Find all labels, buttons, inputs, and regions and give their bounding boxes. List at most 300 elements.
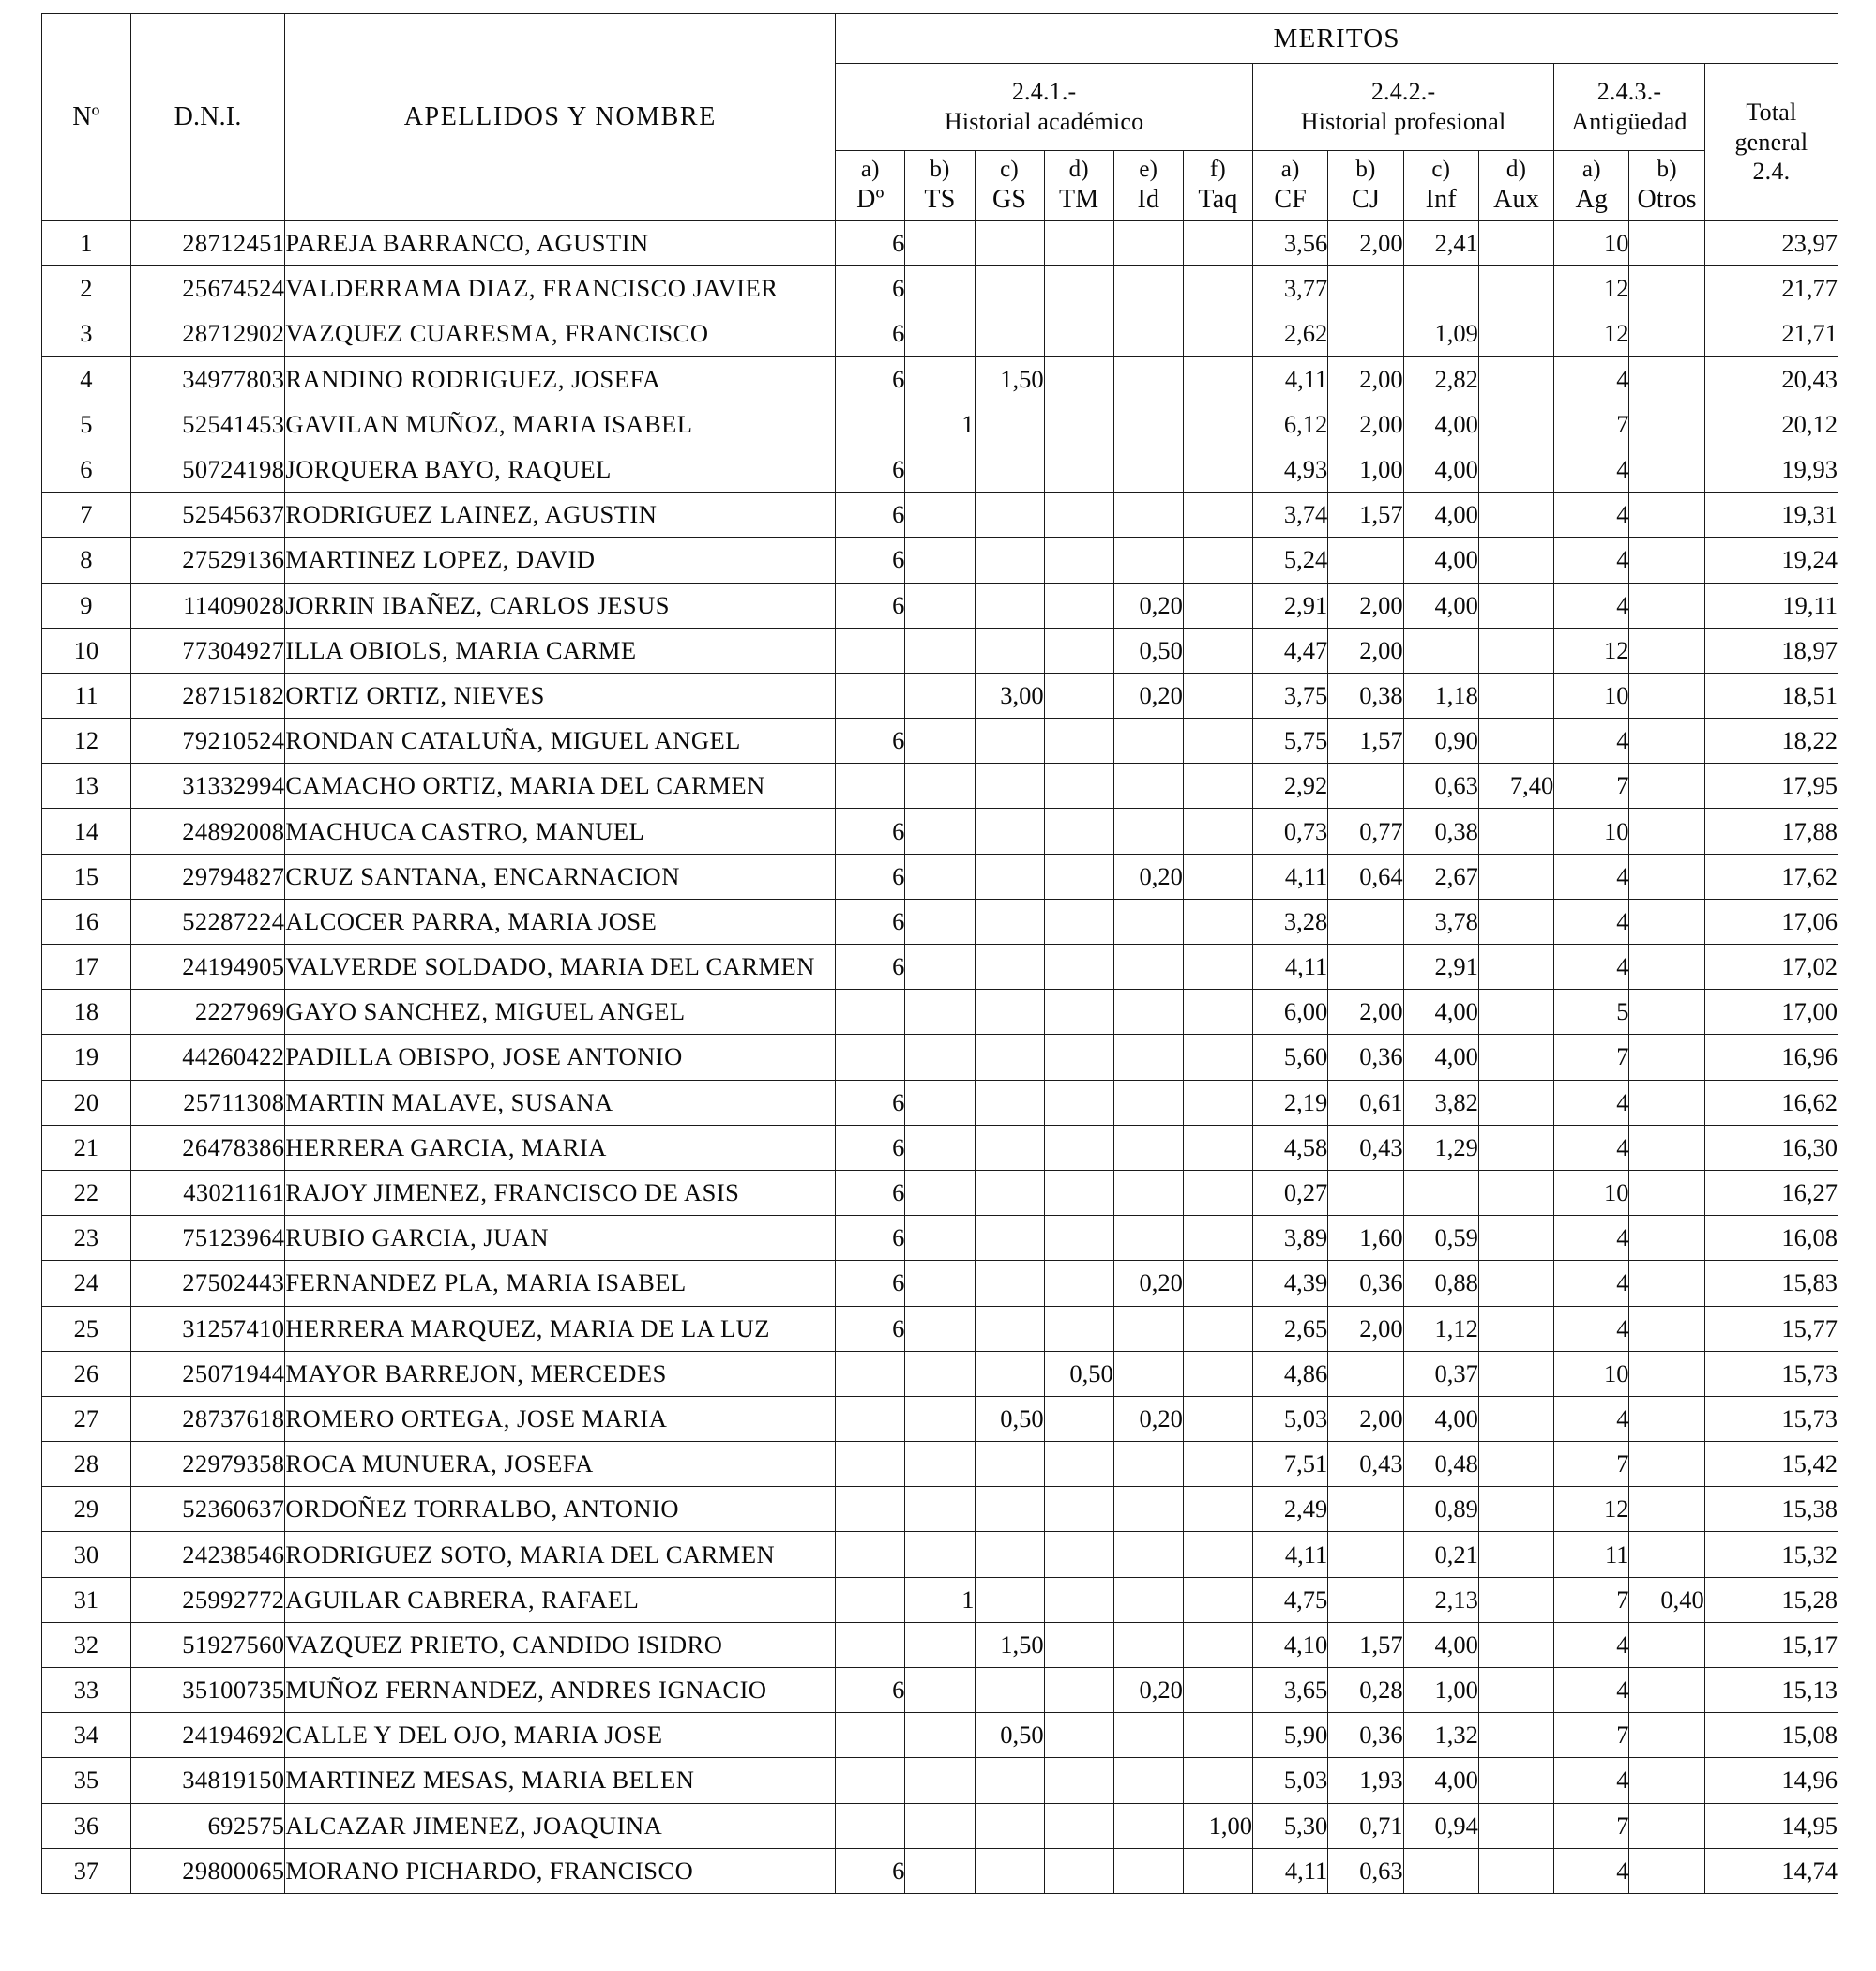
cell-gs	[975, 1125, 1044, 1170]
cell-total: 15,38	[1704, 1487, 1838, 1532]
cell-cj	[1328, 1487, 1403, 1532]
header-subcol-inf	[1403, 151, 1478, 221]
cell-inf	[1403, 628, 1478, 673]
cell-no: 19	[42, 1035, 131, 1080]
cell-otros	[1629, 1532, 1704, 1577]
cell-id	[1113, 311, 1183, 356]
cell-do: 6	[836, 1848, 905, 1893]
header-subcol-ts	[905, 151, 975, 221]
cell-total: 18,97	[1704, 628, 1838, 673]
cell-aux	[1478, 990, 1553, 1035]
cell-name: ALCOCER PARRA, MARIA JOSE	[285, 899, 836, 944]
cell-taq	[1183, 1306, 1252, 1351]
cell-cj	[1328, 538, 1403, 583]
cell-id	[1113, 493, 1183, 538]
cell-name: ROCA MUNUERA, JOSEFA	[285, 1442, 836, 1487]
cell-dni: 52360637	[130, 1487, 285, 1532]
subcol-letter: f)	[1209, 157, 1226, 183]
cell-do	[836, 402, 905, 447]
cell-cj: 2,00	[1328, 583, 1403, 628]
cell-name: MARTINEZ LOPEZ, DAVID	[285, 538, 836, 583]
subcol-letter: b)	[1355, 157, 1376, 183]
cell-otros	[1629, 673, 1704, 718]
cell-id	[1113, 1758, 1183, 1803]
cell-ts	[905, 990, 975, 1035]
subcol-letter: c)	[1431, 157, 1451, 183]
cell-tm	[1044, 1758, 1113, 1803]
table-row	[42, 854, 1838, 899]
cell-aux: 7,40	[1478, 764, 1553, 809]
cell-inf: 2,41	[1403, 221, 1478, 266]
cell-gs	[975, 990, 1044, 1035]
cell-name: RODRIGUEZ LAINEZ, AGUSTIN	[285, 493, 836, 538]
cell-id: 0,20	[1113, 583, 1183, 628]
cell-aux	[1478, 809, 1553, 854]
cell-tm	[1044, 1577, 1113, 1622]
cell-tm	[1044, 1396, 1113, 1441]
cell-id	[1113, 990, 1183, 1035]
cell-otros	[1629, 538, 1704, 583]
cell-aux	[1478, 1758, 1553, 1803]
cell-do	[836, 1035, 905, 1080]
cell-tm	[1044, 628, 1113, 673]
cell-dni: 2227969	[130, 990, 285, 1035]
cell-cf: 5,24	[1253, 538, 1328, 583]
cell-id	[1113, 899, 1183, 944]
cell-gs: 3,00	[975, 673, 1044, 718]
cell-taq	[1183, 1487, 1252, 1532]
cell-no: 2	[42, 266, 131, 311]
cell-total: 15,77	[1704, 1306, 1838, 1351]
cell-otros	[1629, 311, 1704, 356]
cell-otros	[1629, 1803, 1704, 1848]
cell-inf: 2,13	[1403, 1577, 1478, 1622]
cell-aux	[1478, 538, 1553, 583]
header-subcol-taq	[1183, 151, 1252, 221]
cell-taq	[1183, 1577, 1252, 1622]
cell-do: 6	[836, 899, 905, 944]
cell-taq	[1183, 809, 1252, 854]
cell-otros	[1629, 356, 1704, 402]
cell-ts	[905, 1803, 975, 1848]
header-group-historial-profesional	[1253, 64, 1554, 151]
cell-dni: 28712451	[130, 221, 285, 266]
cell-gs	[975, 899, 1044, 944]
cell-name: VAZQUEZ CUARESMA, FRANCISCO	[285, 311, 836, 356]
cell-no: 33	[42, 1668, 131, 1713]
cell-cj: 0,36	[1328, 1261, 1403, 1306]
cell-ts	[905, 673, 975, 718]
cell-do	[836, 1622, 905, 1667]
cell-name: ROMERO ORTEGA, JOSE MARIA	[285, 1396, 836, 1441]
subcol-abbr: TM	[1058, 184, 1099, 214]
cell-ag: 4	[1554, 356, 1629, 402]
cell-id	[1113, 945, 1183, 990]
cell-cf: 2,19	[1253, 1080, 1328, 1125]
subcol-abbr: CF	[1274, 184, 1307, 214]
group-code-243: 2.4.3.-	[1596, 78, 1662, 106]
header-group-historial-academico	[836, 64, 1253, 151]
cell-tm	[1044, 1261, 1113, 1306]
subcol-letter: a)	[860, 157, 880, 183]
cell-ts	[905, 1532, 975, 1577]
cell-otros	[1629, 1396, 1704, 1441]
cell-cf: 6,00	[1253, 990, 1328, 1035]
cell-gs: 1,50	[975, 356, 1044, 402]
cell-cf: 7,51	[1253, 1442, 1328, 1487]
cell-ag: 4	[1554, 1216, 1629, 1261]
cell-id	[1113, 1713, 1183, 1758]
cell-dni: 27529136	[130, 538, 285, 583]
cell-ag: 5	[1554, 990, 1629, 1035]
cell-dni: 26478386	[130, 1125, 285, 1170]
cell-do	[836, 1577, 905, 1622]
cell-aux	[1478, 719, 1553, 764]
group-label-antiguedad: Antigüedad	[1571, 108, 1687, 135]
cell-cf: 4,11	[1253, 945, 1328, 990]
cell-id	[1113, 1487, 1183, 1532]
cell-otros	[1629, 628, 1704, 673]
cell-id: 0,20	[1113, 673, 1183, 718]
table-row	[42, 1080, 1838, 1125]
cell-tm	[1044, 493, 1113, 538]
cell-ts	[905, 221, 975, 266]
cell-aux	[1478, 1622, 1553, 1667]
cell-gs	[975, 1532, 1044, 1577]
cell-name: PAREJA BARRANCO, AGUSTIN	[285, 221, 836, 266]
cell-do: 6	[836, 1261, 905, 1306]
table-row	[42, 538, 1838, 583]
cell-cf: 3,28	[1253, 899, 1328, 944]
subcol-letter: e)	[1139, 157, 1158, 183]
cell-no: 16	[42, 899, 131, 944]
cell-ag: 4	[1554, 447, 1629, 492]
cell-cj: 1,57	[1328, 493, 1403, 538]
cell-inf: 1,18	[1403, 673, 1478, 718]
cell-name: RANDINO RODRIGUEZ, JOSEFA	[285, 356, 836, 402]
subcol-letter: b)	[930, 157, 950, 183]
cell-inf: 0,94	[1403, 1803, 1478, 1848]
cell-do: 6	[836, 356, 905, 402]
cell-cf: 3,74	[1253, 493, 1328, 538]
cell-inf: 4,00	[1403, 447, 1478, 492]
cell-inf: 0,38	[1403, 809, 1478, 854]
cell-ag: 7	[1554, 1442, 1629, 1487]
cell-id	[1113, 1577, 1183, 1622]
cell-total: 15,17	[1704, 1622, 1838, 1667]
cell-inf: 4,00	[1403, 583, 1478, 628]
table-row	[42, 1306, 1838, 1351]
table-header	[42, 14, 1838, 221]
cell-cf: 5,60	[1253, 1035, 1328, 1080]
cell-id	[1113, 1351, 1183, 1396]
cell-taq	[1183, 538, 1252, 583]
cell-cf: 4,11	[1253, 854, 1328, 899]
cell-no: 34	[42, 1713, 131, 1758]
cell-tm	[1044, 1170, 1113, 1215]
cell-id	[1113, 1216, 1183, 1261]
subcol-abbr: TS	[924, 184, 956, 214]
cell-dni: 52287224	[130, 899, 285, 944]
cell-name: HERRERA MARQUEZ, MARIA DE LA LUZ	[285, 1306, 836, 1351]
subcol-letter: d)	[1505, 157, 1527, 183]
cell-taq	[1183, 1622, 1252, 1667]
cell-cj: 1,00	[1328, 447, 1403, 492]
cell-cj	[1328, 1577, 1403, 1622]
cell-dni: 43021161	[130, 1170, 285, 1215]
cell-total: 15,28	[1704, 1577, 1838, 1622]
cell-id	[1113, 719, 1183, 764]
cell-dni: 22979358	[130, 1442, 285, 1487]
cell-taq	[1183, 583, 1252, 628]
cell-id	[1113, 356, 1183, 402]
cell-total: 16,27	[1704, 1170, 1838, 1215]
cell-id: 0,20	[1113, 854, 1183, 899]
cell-total: 15,42	[1704, 1442, 1838, 1487]
cell-id	[1113, 1803, 1183, 1848]
cell-cf: 0,73	[1253, 809, 1328, 854]
cell-total: 16,62	[1704, 1080, 1838, 1125]
cell-taq	[1183, 1261, 1252, 1306]
group-code-241: 2.4.1.-	[1011, 78, 1077, 106]
cell-dni: 24238546	[130, 1532, 285, 1577]
cell-taq	[1183, 1713, 1252, 1758]
cell-no: 6	[42, 447, 131, 492]
cell-ag: 7	[1554, 1803, 1629, 1848]
cell-name: ALCAZAR JIMENEZ, JOAQUINA	[285, 1803, 836, 1848]
cell-ts	[905, 1487, 975, 1532]
cell-name: AGUILAR CABRERA, RAFAEL	[285, 1577, 836, 1622]
cell-total: 15,13	[1704, 1668, 1838, 1713]
total-line-1: Total	[1746, 98, 1797, 126]
cell-gs	[975, 719, 1044, 764]
cell-otros	[1629, 1170, 1704, 1215]
cell-tm	[1044, 1487, 1113, 1532]
cell-tm	[1044, 1713, 1113, 1758]
cell-name: RUBIO GARCIA, JUAN	[285, 1216, 836, 1261]
cell-do: 6	[836, 1170, 905, 1215]
table-row	[42, 1532, 1838, 1577]
cell-ag: 4	[1554, 945, 1629, 990]
cell-cj: 0,61	[1328, 1080, 1403, 1125]
cell-cf: 4,86	[1253, 1351, 1328, 1396]
cell-ts	[905, 1848, 975, 1893]
cell-aux	[1478, 1216, 1553, 1261]
cell-dni: 77304927	[130, 628, 285, 673]
cell-name: VAZQUEZ PRIETO, CANDIDO ISIDRO	[285, 1622, 836, 1667]
cell-gs	[975, 1577, 1044, 1622]
header-group-antiguedad	[1554, 64, 1705, 151]
cell-otros	[1629, 1261, 1704, 1306]
cell-cj: 1,57	[1328, 1622, 1403, 1667]
cell-do	[836, 1487, 905, 1532]
cell-cj	[1328, 945, 1403, 990]
cell-gs	[975, 1261, 1044, 1306]
cell-gs: 0,50	[975, 1713, 1044, 1758]
cell-total: 16,08	[1704, 1216, 1838, 1261]
cell-otros	[1629, 1351, 1704, 1396]
subcol-abbr: Taq	[1198, 184, 1238, 214]
table-row	[42, 1261, 1838, 1306]
cell-ag: 4	[1554, 1622, 1629, 1667]
cell-cj: 0,63	[1328, 1848, 1403, 1893]
cell-ts	[905, 1713, 975, 1758]
cell-taq	[1183, 221, 1252, 266]
subcol-abbr: Id	[1137, 184, 1160, 214]
cell-dni: 52545637	[130, 493, 285, 538]
cell-do: 6	[836, 583, 905, 628]
cell-name: MARTINEZ MESAS, MARIA BELEN	[285, 1758, 836, 1803]
cell-ag: 4	[1554, 1668, 1629, 1713]
cell-dni: 34977803	[130, 356, 285, 402]
cell-cf: 4,10	[1253, 1622, 1328, 1667]
cell-no: 18	[42, 990, 131, 1035]
subcol-abbr: Ag	[1575, 184, 1609, 214]
cell-taq	[1183, 1668, 1252, 1713]
cell-cj: 2,00	[1328, 1306, 1403, 1351]
cell-cf: 5,75	[1253, 719, 1328, 764]
cell-taq	[1183, 673, 1252, 718]
cell-id	[1113, 1306, 1183, 1351]
cell-do	[836, 990, 905, 1035]
cell-aux	[1478, 1668, 1553, 1713]
cell-cf: 4,11	[1253, 1532, 1328, 1577]
cell-name: JORQUERA BAYO, RAQUEL	[285, 447, 836, 492]
cell-aux	[1478, 1351, 1553, 1396]
cell-do	[836, 1351, 905, 1396]
cell-ts	[905, 1170, 975, 1215]
table-row	[42, 493, 1838, 538]
meritos-table	[41, 13, 1838, 1894]
cell-total: 19,24	[1704, 538, 1838, 583]
cell-cj: 1,57	[1328, 719, 1403, 764]
cell-total: 20,43	[1704, 356, 1838, 402]
cell-id	[1113, 1532, 1183, 1577]
cell-no: 11	[42, 673, 131, 718]
cell-gs	[975, 628, 1044, 673]
subcol-letter: a)	[1280, 157, 1300, 183]
cell-name: RAJOY JIMENEZ, FRANCISCO DE ASIS	[285, 1170, 836, 1215]
cell-tm	[1044, 899, 1113, 944]
table-row	[42, 221, 1838, 266]
cell-ag: 4	[1554, 1848, 1629, 1893]
cell-aux	[1478, 945, 1553, 990]
cell-ag: 7	[1554, 1577, 1629, 1622]
cell-no: 1	[42, 221, 131, 266]
cell-name: ORTIZ ORTIZ, NIEVES	[285, 673, 836, 718]
cell-gs	[975, 447, 1044, 492]
cell-gs	[975, 945, 1044, 990]
cell-tm	[1044, 1668, 1113, 1713]
cell-cf: 5,03	[1253, 1396, 1328, 1441]
cell-cf: 0,27	[1253, 1170, 1328, 1215]
cell-id	[1113, 1848, 1183, 1893]
cell-ts	[905, 1758, 975, 1803]
cell-dni: 79210524	[130, 719, 285, 764]
cell-total: 18,51	[1704, 673, 1838, 718]
cell-aux	[1478, 402, 1553, 447]
cell-id	[1113, 809, 1183, 854]
cell-dni: 11409028	[130, 583, 285, 628]
cell-gs	[975, 1035, 1044, 1080]
cell-gs	[975, 583, 1044, 628]
table-row	[42, 356, 1838, 402]
cell-aux	[1478, 447, 1553, 492]
cell-aux	[1478, 854, 1553, 899]
group-code-242: 2.4.2.-	[1370, 78, 1436, 106]
table-row	[42, 1713, 1838, 1758]
cell-gs	[975, 1306, 1044, 1351]
cell-id	[1113, 1170, 1183, 1215]
cell-inf: 2,91	[1403, 945, 1478, 990]
cell-id	[1113, 1035, 1183, 1080]
cell-cf: 3,65	[1253, 1668, 1328, 1713]
cell-no: 26	[42, 1351, 131, 1396]
cell-no: 17	[42, 945, 131, 990]
cell-name: VALVERDE SOLDADO, MARIA DEL CARMEN	[285, 945, 836, 990]
cell-no: 28	[42, 1442, 131, 1487]
cell-name: GAVILAN MUÑOZ, MARIA ISABEL	[285, 402, 836, 447]
cell-inf: 0,88	[1403, 1261, 1478, 1306]
cell-dni: 692575	[130, 1803, 285, 1848]
cell-aux	[1478, 899, 1553, 944]
cell-do	[836, 1803, 905, 1848]
cell-cj	[1328, 311, 1403, 356]
table-row	[42, 1351, 1838, 1396]
cell-inf: 4,00	[1403, 990, 1478, 1035]
cell-no: 10	[42, 628, 131, 673]
cell-ag: 4	[1554, 1758, 1629, 1803]
cell-total: 17,88	[1704, 809, 1838, 854]
cell-taq	[1183, 1125, 1252, 1170]
cell-otros	[1629, 266, 1704, 311]
cell-no: 36	[42, 1803, 131, 1848]
cell-gs	[975, 311, 1044, 356]
cell-cj: 1,60	[1328, 1216, 1403, 1261]
table-row	[42, 402, 1838, 447]
cell-gs	[975, 854, 1044, 899]
cell-cf: 4,58	[1253, 1125, 1328, 1170]
cell-do: 6	[836, 447, 905, 492]
cell-tm	[1044, 990, 1113, 1035]
cell-cf: 2,49	[1253, 1487, 1328, 1532]
cell-cj: 2,00	[1328, 628, 1403, 673]
table-row	[42, 945, 1838, 990]
cell-cj	[1328, 899, 1403, 944]
cell-name: CAMACHO ORTIZ, MARIA DEL CARMEN	[285, 764, 836, 809]
cell-dni: 25071944	[130, 1351, 285, 1396]
cell-taq	[1183, 311, 1252, 356]
cell-ag: 4	[1554, 493, 1629, 538]
cell-taq	[1183, 945, 1252, 990]
cell-ts	[905, 1396, 975, 1441]
cell-tm	[1044, 266, 1113, 311]
cell-cj: 2,00	[1328, 990, 1403, 1035]
cell-dni: 24194905	[130, 945, 285, 990]
cell-ts	[905, 1216, 975, 1261]
cell-no: 31	[42, 1577, 131, 1622]
cell-inf: 0,21	[1403, 1532, 1478, 1577]
cell-ts	[905, 1622, 975, 1667]
cell-dni: 28737618	[130, 1396, 285, 1441]
cell-inf: 1,09	[1403, 311, 1478, 356]
cell-tm	[1044, 1125, 1113, 1170]
cell-do: 6	[836, 221, 905, 266]
cell-name: ILLA OBIOLS, MARIA CARME	[285, 628, 836, 673]
cell-ts	[905, 1035, 975, 1080]
cell-cf: 5,03	[1253, 1758, 1328, 1803]
cell-dni: 52541453	[130, 402, 285, 447]
